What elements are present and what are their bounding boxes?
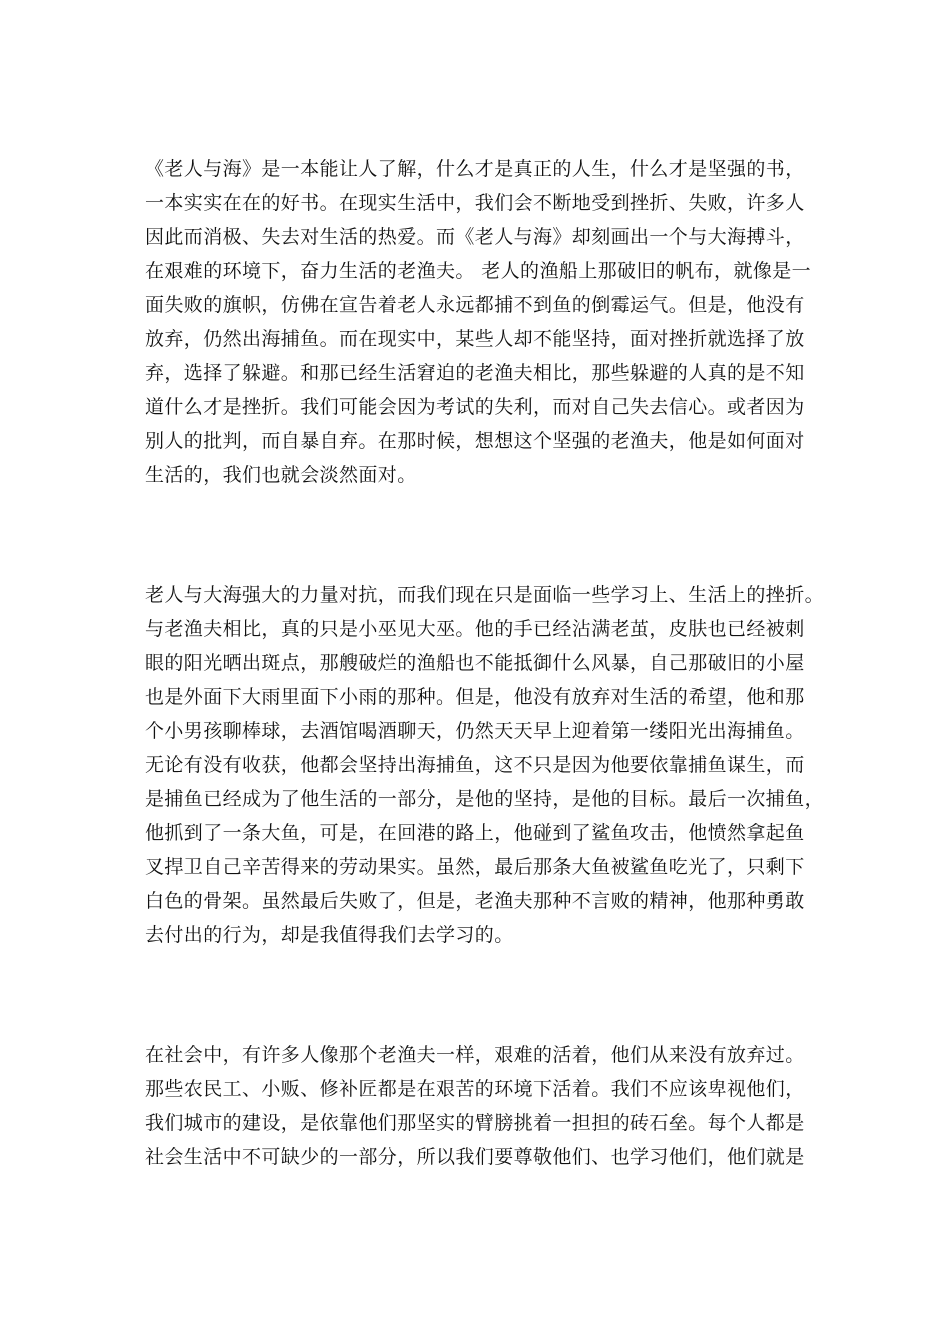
text-line: 因此而消极、失去对生活的热爱。而《老人与海》却刻画出一个与大海搏斗， bbox=[145, 226, 805, 248]
text-line: 在艰难的环境下，奋力生活的老渔夫。 老人的渔船上那破旧的帆布，就像是一 bbox=[145, 260, 812, 282]
text-line: 放弃，仍然出海捕鱼。而在现实中，某些人却不能坚持，面对挫折就选择了放 bbox=[145, 328, 805, 350]
text-line: 无论有没有收获，他都会坚持出海捕鱼，这不只是因为他要依靠捕鱼谋生，而 bbox=[145, 754, 805, 776]
text-line: 个小男孩聊棒球，去酒馆喝酒聊天，仍然天天早上迎着第一缕阳光出海捕鱼。 bbox=[145, 720, 805, 742]
paragraph-2 bbox=[145, 578, 825, 952]
text-line: 《老人与海》是一本能让人了解，什么才是真正的人生，什么才是坚强的书， bbox=[145, 158, 805, 180]
text-line: 在社会中，有许多人像那个老渔夫一样，艰难的活着，他们从来没有放弃过。 bbox=[145, 1044, 805, 1066]
text-line: 我们城市的建设，是依靠他们那坚实的臂膀挑着一担担的砖石垒。每个人都是 bbox=[145, 1112, 805, 1134]
text-line: 也是外面下大雨里面下小雨的那种。但是，他没有放弃对生活的希望，他和那 bbox=[145, 686, 805, 708]
paragraph-1 bbox=[145, 152, 825, 492]
document-page bbox=[145, 152, 825, 1174]
text-line: 别人的批判，而自暴自弃。在那时候，想想这个坚强的老渔夫，他是如何面对 bbox=[145, 430, 805, 452]
text-line: 去付出的行为，却是我值得我们去学习的。 bbox=[145, 924, 514, 946]
paragraph-spacer bbox=[145, 492, 825, 578]
text-line: 那些农民工、小贩、修补匠都是在艰苦的环境下活着。我们不应该卑视他们， bbox=[145, 1078, 805, 1100]
text-line: 是捕鱼已经成为了他生活的一部分，是他的坚持，是他的目标。最后一次捕鱼， bbox=[145, 788, 825, 810]
text-line: 老人与大海强大的力量对抗，而我们现在只是面临一些学习上、生活上的挫折。 bbox=[145, 584, 825, 606]
text-line: 与老渔夫相比，真的只是小巫见大巫。他的手已经沾满老茧，皮肤也已经被刺 bbox=[145, 618, 805, 640]
text-line: 面失败的旗帜，仿佛在宣告着老人永远都捕不到鱼的倒霉运气。但是，他没有 bbox=[145, 294, 805, 316]
text-line: 白色的骨架。虽然最后失败了，但是，老渔夫那种不言败的精神，他那种勇敢 bbox=[145, 890, 805, 912]
text-line: 叉捍卫自己辛苦得来的劳动果实。虽然，最后那条大鱼被鲨鱼吃光了，只剩下 bbox=[145, 856, 805, 878]
text-line: 一本实实在在的好书。在现实生活中，我们会不断地受到挫折、失败，许多人 bbox=[145, 192, 805, 214]
paragraph-3 bbox=[145, 1038, 825, 1174]
text-line: 社会生活中不可缺少的一部分，所以我们要尊敬他们、也学习他们，他们就是 bbox=[145, 1146, 805, 1168]
text-line: 他抓到了一条大鱼，可是，在回港的路上，他碰到了鲨鱼攻击，他愤然拿起鱼 bbox=[145, 822, 805, 844]
text-line: 道什么才是挫折。我们可能会因为考试的失利，而对自己失去信心。或者因为 bbox=[145, 396, 805, 418]
text-line: 弃，选择了躲避。和那已经生活窘迫的老渔夫相比，那些躲避的人真的是不知 bbox=[145, 362, 805, 384]
paragraph-spacer bbox=[145, 952, 825, 1038]
text-line: 生活的，我们也就会淡然面对。 bbox=[145, 464, 417, 486]
text-line: 眼的阳光晒出斑点，那艘破烂的渔船也不能抵御什么风暴，自己那破旧的小屋 bbox=[145, 652, 805, 674]
